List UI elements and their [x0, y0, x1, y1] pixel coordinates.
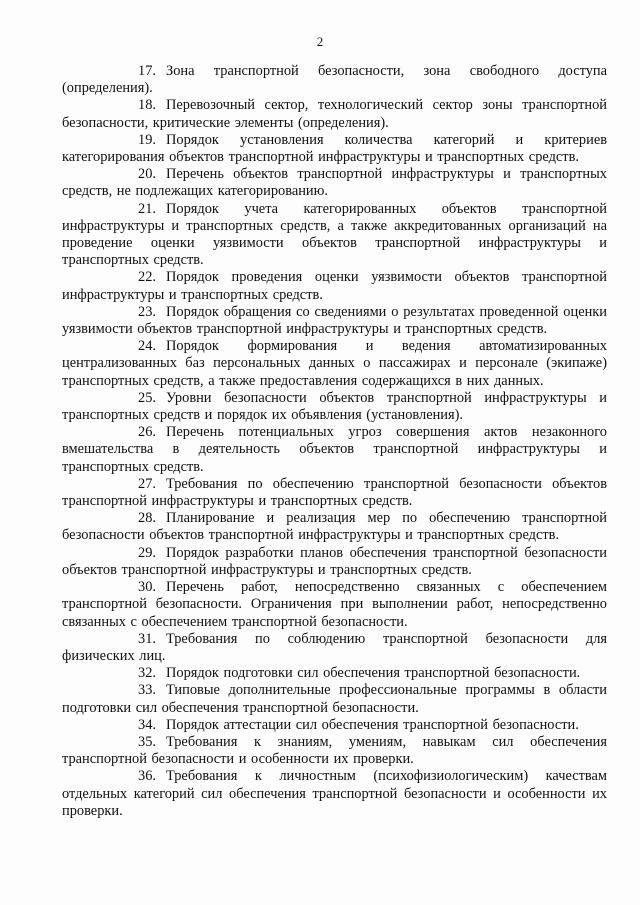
item-text: Порядок формирования и ведения автоматизированных централизованных баз персональных данных о пассажирах и персонале (экипаже) транспортных средств, а также предоставления содержащихся в них данных.	[62, 338, 607, 389]
item-text: Порядок установления количества категорий и критериев категорирования объектов транспортной инфраструктуры и транспортных средств.	[62, 131, 607, 166]
list-item	[62, 269, 607, 303]
item-text: Требования по обеспечению транспортной безопасности объектов транспортной инфраструктуры и транспортных средств.	[62, 475, 607, 510]
item-number: 27.	[138, 475, 156, 492]
list-item	[62, 390, 607, 424]
item-text: Требования по соблюдению транспортной безопасности для физических лиц.	[62, 630, 607, 664]
item-text: Перечень объектов транспортной инфраструктуры и транспортных средств, не подлежащих категорированию.	[62, 166, 607, 200]
item-text: Порядок аттестации сил обеспечения транспортной безопасности.	[166, 716, 579, 733]
numbered-list	[62, 63, 607, 820]
item-number: 21.	[138, 200, 156, 217]
item-number: 25.	[138, 389, 156, 406]
list-item	[62, 97, 607, 131]
list-item	[62, 424, 607, 476]
item-number: 24.	[138, 338, 156, 355]
list-item	[62, 510, 607, 544]
list-item	[62, 338, 607, 390]
list-item	[62, 132, 607, 166]
list-item	[62, 631, 607, 665]
item-number: 34.	[138, 716, 156, 733]
item-text: Порядок подготовки сил обеспечения транспортной безопасности.	[166, 665, 581, 682]
item-text: Планирование и реализация мер по обеспечению транспортной безопасности объектов транспортной инфраструктуры и транспортных средств.	[62, 510, 607, 544]
list-item	[62, 304, 607, 338]
item-text: Перечень работ, непосредственно связанных с обеспечением транспортной безопасности. Ограничения при выполнении работ, непосредственно связанных с обеспечением транспортной безопасности.	[62, 579, 607, 630]
list-item	[62, 768, 607, 820]
item-text: Порядок учета категорированных объектов транспортной инфраструктуры и транспортных средств, а также аккредитованных организаций на проведение оценки уязвимости объектов транспортной инфраструктуры и транспортных средств.	[62, 200, 607, 269]
item-text: Перевозочный сектор, технологический сектор зоны транспортной безопасности, критические элементы (определения).	[62, 97, 607, 131]
list-item	[62, 166, 607, 200]
item-text: Типовые дополнительные профессиональные программы в области подготовки сил обеспечения транспортной безопасности.	[62, 682, 607, 716]
item-text: Перечень потенциальных угроз совершения актов незаконного вмешательства в деятельность объектов транспортной инфраструктуры и транспортных средств.	[62, 424, 607, 475]
list-item	[62, 579, 607, 631]
item-text: Уровни безопасности объектов транспортной инфраструктуры и транспортных средств и порядок их объявления (установления).	[62, 389, 607, 424]
item-number: 30.	[138, 579, 156, 596]
item-number: 19.	[138, 131, 156, 148]
item-number: 26.	[138, 424, 156, 441]
list-item	[62, 717, 607, 734]
item-number: 18.	[138, 97, 156, 114]
item-text: Порядок обращения со сведениями о результатах проведенной оценки уязвимости объектов транспортной инфраструктуры и транспортных средств.	[62, 303, 607, 338]
item-number: 29.	[138, 544, 156, 561]
item-number: 32.	[138, 665, 156, 682]
item-number: 22.	[138, 269, 156, 286]
item-number: 23.	[138, 303, 156, 320]
list-item	[62, 734, 607, 768]
list-item	[62, 201, 607, 270]
item-number: 31.	[138, 630, 156, 647]
item-text: Требования к личностным (психофизиологическим) качествам отдельных категорий сил обеспечения транспортной безопасности и особенности их проверки.	[62, 768, 607, 819]
list-item	[62, 682, 607, 716]
item-text: Порядок разработки планов обеспечения транспортной безопасности объектов транспортной инфраструктуры и транспортных средств.	[62, 544, 607, 578]
page-number: 2	[316, 34, 324, 49]
item-number: 35.	[138, 733, 156, 750]
list-item	[62, 665, 607, 682]
list-item	[62, 476, 607, 510]
item-number: 20.	[138, 166, 156, 183]
item-text: Порядок проведения оценки уязвимости объектов транспортной инфраструктуры и транспортных средств.	[62, 269, 607, 303]
list-item	[62, 63, 607, 97]
item-number: 28.	[138, 510, 156, 527]
list-item	[62, 545, 607, 579]
item-text: Зона транспортной безопасности, зона свободного доступа (определения).	[62, 63, 607, 97]
item-number: 17.	[138, 63, 156, 79]
item-number: 33.	[138, 682, 156, 699]
item-number: 36.	[138, 768, 156, 785]
item-text: Требования к знаниям, умениям, навыкам сил обеспечения транспортной безопасности и особенности их проверки.	[62, 733, 607, 768]
